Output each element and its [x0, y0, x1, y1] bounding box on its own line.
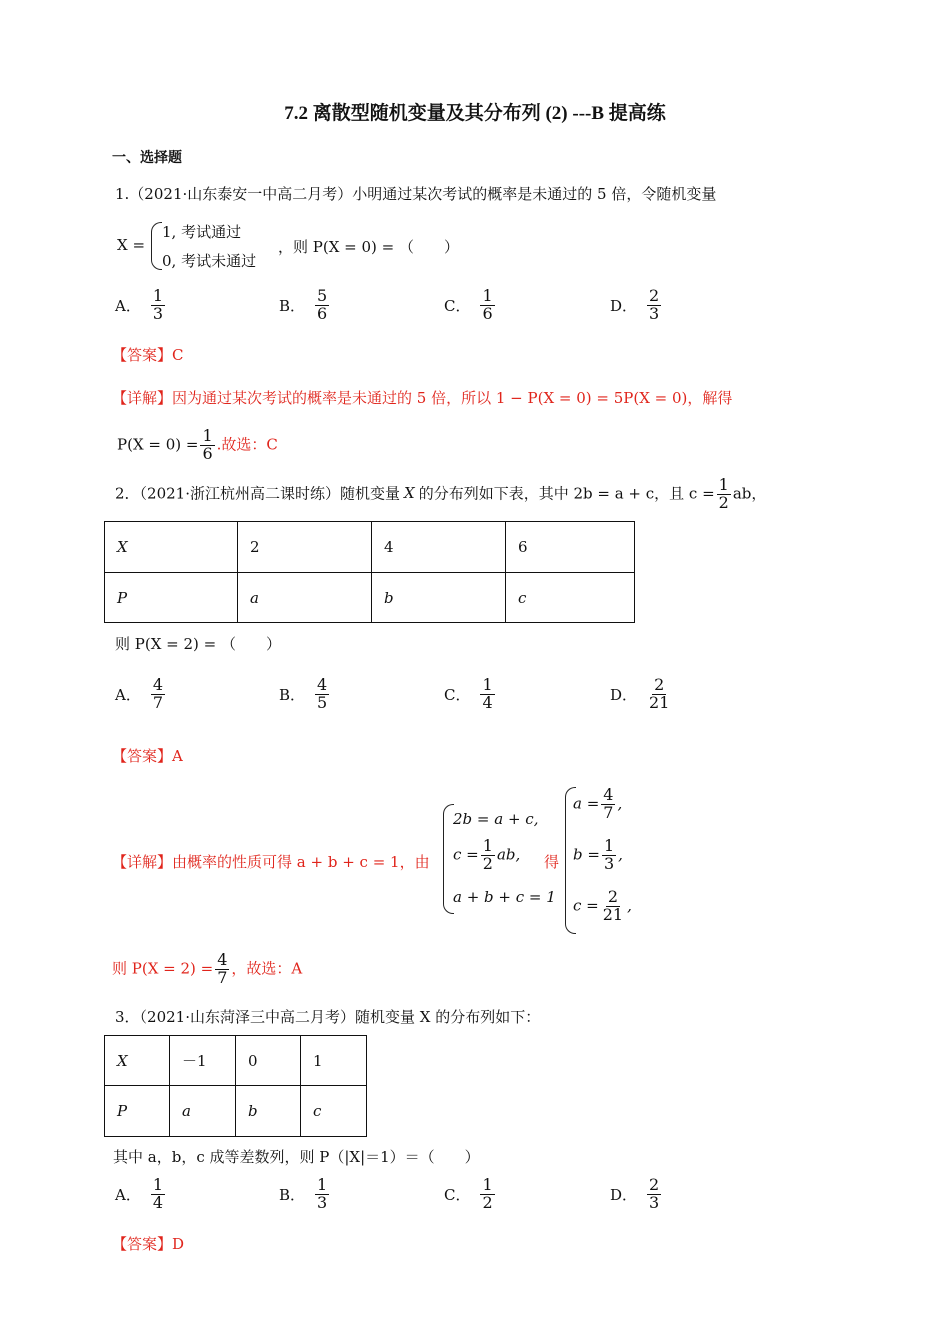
q3-option-a[interactable]: A． $\frac{1}{4}$: [115, 1175, 164, 1212]
q1-stem: 1.（2021·山东泰安一中高二月考）小明通过某次考试的概率是未通过的 5 倍，令随机变量: [115, 185, 717, 203]
q2-answer: 【答案】A: [112, 747, 183, 765]
table-row: [105, 522, 635, 573]
table-cell: P: [105, 1086, 170, 1137]
q2-ask: 则 P(X = 2) = （ ）: [115, 635, 281, 653]
page-title: 7.2 离散型随机变量及其分布列 (2) ---B 提高练: [284, 103, 666, 124]
q1-option-a[interactable]: A． $\frac{1}{3}$: [115, 286, 164, 323]
q2-final-post: ，故选：A: [231, 959, 303, 978]
table-cell: －1: [170, 1036, 236, 1086]
q3-option-d[interactable]: D． $\frac{2}{3}$: [610, 1175, 660, 1212]
table-cell: a: [170, 1086, 236, 1137]
q1-detail2-post: .故选：C: [216, 435, 278, 454]
q2-stem-pre: 2．（2021·浙江杭州高二课时练）随机变量: [115, 484, 400, 503]
table-cell: 1: [301, 1036, 367, 1086]
q1-option-d[interactable]: D． $\frac{2}{3}$: [610, 286, 660, 323]
q2-distribution-table: [104, 521, 635, 623]
table-cell: 2: [238, 522, 372, 573]
q3-distribution-table: [104, 1035, 367, 1137]
table-row: [105, 573, 635, 623]
q2-system1-eq3: a + b + c = 1: [453, 888, 556, 906]
q1-option-c[interactable]: C． $\frac{1}{6}$: [444, 286, 493, 323]
q3-stem: 3．（2021·山东菏泽三中高二月考）随机变量 X 的分布列如下：: [115, 1008, 541, 1026]
q2-option-c[interactable]: C． $\frac{1}{4}$: [444, 675, 493, 712]
q2-detail-tag: 【详解】: [112, 853, 173, 871]
q1-detail2-pre: P(X = 0) =: [117, 435, 199, 454]
table-cell: P: [105, 573, 238, 623]
q1-detail2: P(X = 0) = $\frac{1}{6}$ .故选：C: [117, 426, 278, 463]
table-cell: 4: [372, 522, 506, 573]
q3-condition: 其中 a，b，c 成等差数列，则 P（|X|＝1）＝（ ）: [113, 1148, 480, 1166]
q1-answer: 【答案】C: [112, 346, 184, 364]
q2-stem-var: X: [404, 484, 415, 503]
q1-detail-tag: 【详解】: [112, 389, 173, 407]
q2-option-b[interactable]: B． $\frac{4}{5}$: [279, 675, 328, 712]
q2-de: 得: [544, 853, 560, 871]
q2-system1-eq1: 2b = a + c,: [453, 810, 539, 828]
q2-option-a[interactable]: A． $\frac{4}{7}$: [115, 675, 164, 712]
q2-system2-eq1: a = $\frac{4}{7}$ ,: [573, 785, 623, 822]
table-row: [105, 1036, 367, 1086]
q1-case2: 0, 考试未通过: [162, 252, 257, 270]
table-cell: 6: [506, 522, 635, 573]
table-row: [105, 1086, 367, 1137]
section-heading: 一、选择题: [112, 150, 182, 166]
q3-answer: 【答案】D: [112, 1235, 185, 1253]
q2-stem: 2．（2021·浙江杭州高二课时练）随机变量 X 的分布列如下表，其中 2b = a + c，且 c = $\frac{1}{2}$ ab，: [115, 475, 767, 512]
q1-detail-text: 因为通过某次考试的概率是未通过的 5 倍，所以 1 − P(X = 0) = 5P(X = 0)，解得: [172, 389, 733, 407]
table-cell: X: [105, 1036, 170, 1086]
q1-option-b[interactable]: B． $\frac{5}{6}$: [279, 286, 328, 323]
q1-var: X =: [117, 236, 146, 254]
table-cell: c: [506, 573, 635, 623]
q1-brace: [151, 222, 162, 270]
q2-system2-eq3: c = $\frac{2}{21}$ ,: [573, 887, 632, 924]
table-cell: c: [301, 1086, 367, 1137]
q1-ask: ，则 P(X = 0) = （ ）: [278, 238, 459, 256]
q2-final: 则 P(X = 2) = $\frac{4}{7}$ ，故选：A: [112, 950, 303, 987]
q2-system1-eq2: c = $\frac{1}{2}$ ab,: [453, 836, 521, 873]
q2-stem-mid: 的分布列如下表，其中 2b = a + c，且 c =: [418, 484, 715, 503]
table-cell: a: [238, 573, 372, 623]
q2-detail: [112, 851, 430, 872]
table-cell: 0: [236, 1036, 301, 1086]
q1-detail: [112, 387, 732, 408]
q2-stem-post: ab，: [732, 484, 767, 503]
q1-case1: 1, 考试通过: [162, 223, 242, 241]
q2-system2-eq2: b = $\frac{1}{3}$ ,: [573, 836, 623, 873]
table-cell: X: [105, 522, 238, 573]
table-cell: b: [372, 573, 506, 623]
q2-detail-text: 由概率的性质可得 a + b + c = 1，由: [172, 853, 430, 871]
q3-option-b[interactable]: B． $\frac{1}{3}$: [279, 1175, 328, 1212]
q3-option-c[interactable]: C． $\frac{1}{2}$: [444, 1175, 493, 1212]
q2-option-d[interactable]: D． $\frac{2}{21}$: [610, 675, 670, 712]
q2-final-pre: 则 P(X = 2) =: [112, 959, 214, 978]
table-cell: b: [236, 1086, 301, 1137]
